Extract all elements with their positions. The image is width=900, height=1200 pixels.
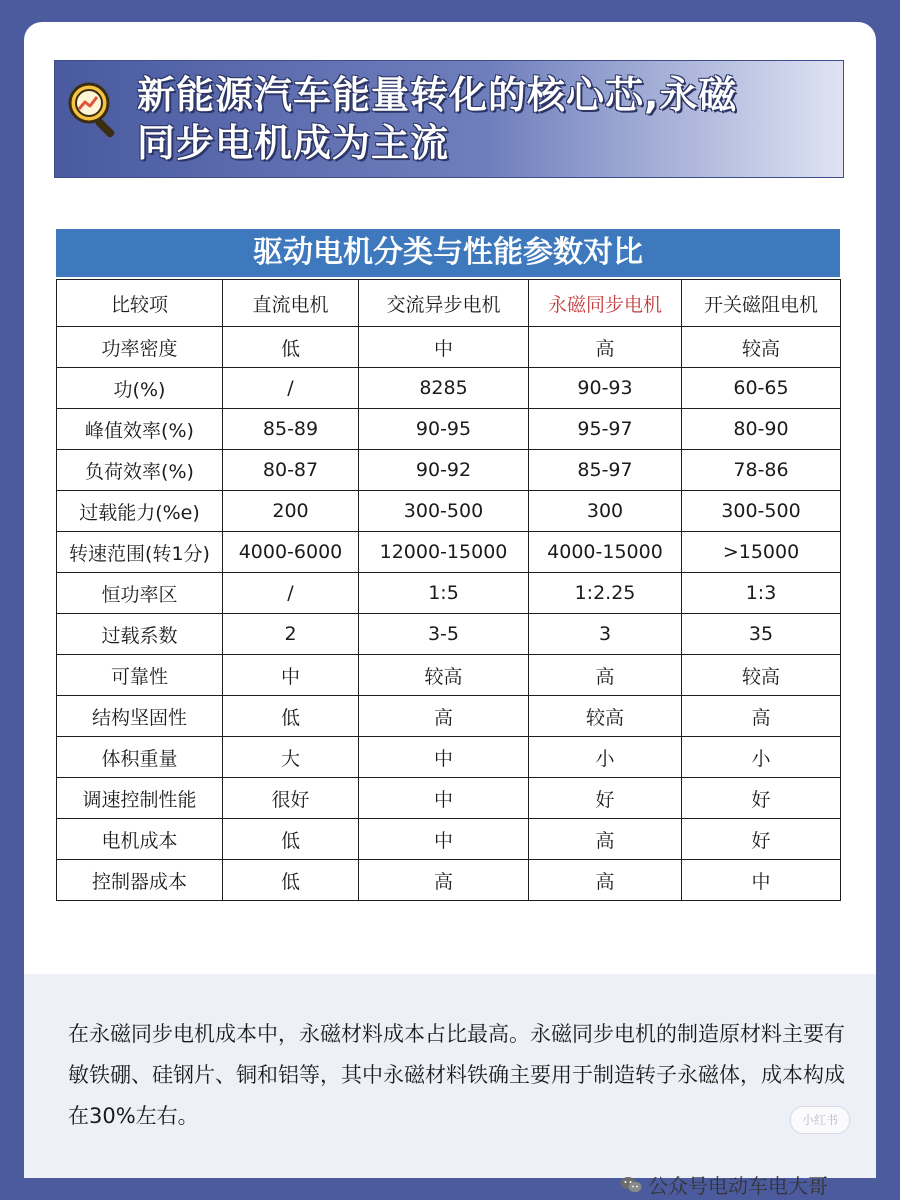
- value-cell: 4000-6000: [223, 532, 359, 573]
- magnifier-chart-icon: [63, 77, 125, 139]
- value-cell: 高: [529, 655, 682, 696]
- value-cell: 小: [682, 737, 841, 778]
- value-cell: 90-95: [359, 409, 529, 450]
- value-cell: >15000: [682, 532, 841, 573]
- row-label-cell: 过载系数: [57, 614, 223, 655]
- value-cell: 85-89: [223, 409, 359, 450]
- row-label-cell: 功率密度: [57, 327, 223, 368]
- table-row: [57, 819, 841, 860]
- row-label-cell: 电机成本: [57, 819, 223, 860]
- column-header: 交流异步电机: [359, 280, 529, 327]
- row-label-cell: 结构坚固性: [57, 696, 223, 737]
- summary-note: [24, 974, 876, 1178]
- value-cell: 1:3: [682, 573, 841, 614]
- value-cell: 3-5: [359, 614, 529, 655]
- table-row: [57, 778, 841, 819]
- wechat-icon: [620, 1176, 642, 1194]
- value-cell: 90-93: [529, 368, 682, 409]
- value-cell: 高: [529, 860, 682, 901]
- table-row: [57, 614, 841, 655]
- value-cell: 低: [223, 860, 359, 901]
- watermark-account: [620, 1170, 828, 1199]
- value-cell: 8285: [359, 368, 529, 409]
- value-cell: 好: [682, 819, 841, 860]
- watermark-badge: 小红书: [790, 1106, 850, 1134]
- value-cell: 高: [529, 327, 682, 368]
- page-title-line-2: 同步电机成为主流: [137, 121, 450, 165]
- value-cell: 35: [682, 614, 841, 655]
- content-card: [24, 22, 876, 1198]
- value-cell: 80-90: [682, 409, 841, 450]
- value-cell: 低: [223, 819, 359, 860]
- value-cell: 大: [223, 737, 359, 778]
- value-cell: 12000-15000: [359, 532, 529, 573]
- value-cell: 2: [223, 614, 359, 655]
- table-row: [57, 368, 841, 409]
- column-header: 开关磁阻电机: [682, 280, 841, 327]
- row-label-cell: 过载能力(%e): [57, 491, 223, 532]
- value-cell: 中: [359, 327, 529, 368]
- row-label-cell: 体积重量: [57, 737, 223, 778]
- title-banner: [54, 60, 844, 178]
- page-title: [137, 71, 837, 167]
- value-cell: 中: [359, 737, 529, 778]
- value-cell: /: [223, 573, 359, 614]
- value-cell: 较高: [682, 327, 841, 368]
- row-label-cell: 控制器成本: [57, 860, 223, 901]
- value-cell: 78-86: [682, 450, 841, 491]
- value-cell: 好: [529, 778, 682, 819]
- row-label-cell: 调速控制性能: [57, 778, 223, 819]
- table-row: [57, 409, 841, 450]
- value-cell: 80-87: [223, 450, 359, 491]
- row-label-cell: 转速范围(转1分): [57, 532, 223, 573]
- value-cell: 200: [223, 491, 359, 532]
- table-row: [57, 327, 841, 368]
- value-cell: 1:5: [359, 573, 529, 614]
- value-cell: 高: [682, 696, 841, 737]
- summary-text: 在永磁同步电机成本中，永磁材料成本占比最高。永磁同步电机的制造原材料主要有敏铁硼、硅钢片、铜和铝等，其中永磁材料铁确主要用于制造转子永磁体，成本构成在30%左右。: [68, 1022, 845, 1128]
- row-label-cell: 可靠性: [57, 655, 223, 696]
- page-title-line-1: 新能源汽车能量转化的核心芯,永磁: [137, 73, 738, 117]
- value-cell: 60-65: [682, 368, 841, 409]
- table-row: [57, 450, 841, 491]
- table-row: [57, 532, 841, 573]
- value-cell: 高: [529, 819, 682, 860]
- table-row: [57, 696, 841, 737]
- column-header: 永磁同步电机: [529, 280, 682, 327]
- table-header-row: [57, 280, 841, 327]
- value-cell: 小: [529, 737, 682, 778]
- column-header: 直流电机: [223, 280, 359, 327]
- value-cell: 95-97: [529, 409, 682, 450]
- row-label-cell: 功(%): [57, 368, 223, 409]
- watermark-account-text: 公众号电动车电大哥: [648, 1174, 828, 1198]
- value-cell: 300: [529, 491, 682, 532]
- table-row: [57, 737, 841, 778]
- value-cell: 4000-15000: [529, 532, 682, 573]
- value-cell: 低: [223, 696, 359, 737]
- table-row: [57, 860, 841, 901]
- value-cell: 很好: [223, 778, 359, 819]
- table-row: [57, 655, 841, 696]
- value-cell: 较高: [529, 696, 682, 737]
- table-row: [57, 491, 841, 532]
- value-cell: 低: [223, 327, 359, 368]
- row-label-cell: 恒功率区: [57, 573, 223, 614]
- value-cell: 高: [359, 860, 529, 901]
- value-cell: 好: [682, 778, 841, 819]
- value-cell: 较高: [359, 655, 529, 696]
- value-cell: 中: [682, 860, 841, 901]
- value-cell: 3: [529, 614, 682, 655]
- row-label-cell: 负荷效率(%): [57, 450, 223, 491]
- table-row: [57, 573, 841, 614]
- value-cell: 300-500: [359, 491, 529, 532]
- value-cell: 较高: [682, 655, 841, 696]
- motor-comparison-table: [56, 279, 841, 901]
- value-cell: 1:2.25: [529, 573, 682, 614]
- value-cell: 300-500: [682, 491, 841, 532]
- value-cell: 高: [359, 696, 529, 737]
- value-cell: 85-97: [529, 450, 682, 491]
- value-cell: /: [223, 368, 359, 409]
- table-caption: 驱动电机分类与性能参数对比: [56, 229, 840, 277]
- column-header: 比较项: [57, 280, 223, 327]
- value-cell: 中: [359, 778, 529, 819]
- value-cell: 90-92: [359, 450, 529, 491]
- value-cell: 中: [223, 655, 359, 696]
- value-cell: 中: [359, 819, 529, 860]
- row-label-cell: 峰值效率(%): [57, 409, 223, 450]
